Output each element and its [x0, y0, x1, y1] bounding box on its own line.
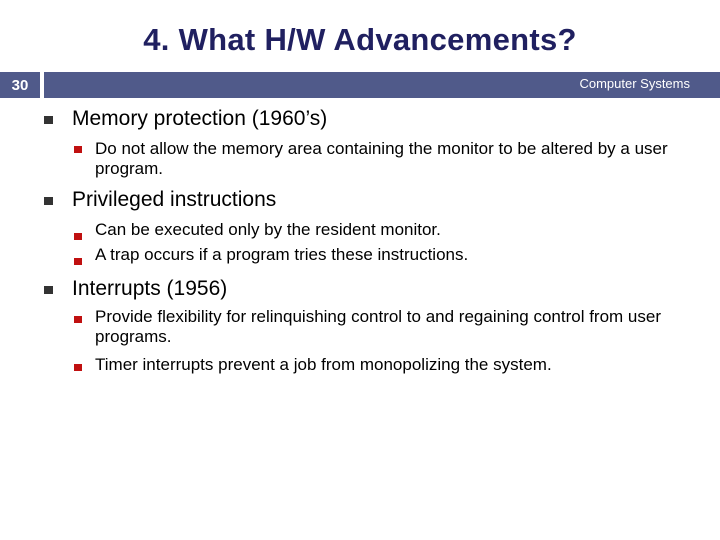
course-label: Computer Systems — [579, 76, 690, 91]
sub-bullet-marker — [74, 233, 82, 240]
sub-bullet-marker — [74, 364, 82, 371]
sub-bullet-marker — [74, 258, 82, 265]
bullet-interrupts: Interrupts (1956) — [72, 277, 228, 300]
sub-bullet-marker — [74, 316, 82, 323]
sub-bullet-marker — [74, 146, 82, 153]
page-number: 30 — [0, 72, 40, 98]
sub-bullet-text: Timer interrupts prevent a job from monopolizing the system. — [95, 355, 552, 374]
slide-title: 4. What H/W Advancements? — [143, 22, 577, 57]
bullet-marker — [44, 286, 53, 294]
bullet-privileged-instructions: Privileged instructions — [72, 188, 277, 211]
sub-bullet-text: Do not allow the memory area containing the monitor to be altered by a user program. — [95, 139, 668, 178]
sub-bullet-text: Can be executed only by the resident monitor. — [95, 220, 441, 239]
bullet-memory-protection: Memory protection (1960’s) — [72, 107, 328, 130]
bullet-marker — [44, 116, 53, 124]
sub-bullet-text: Provide flexibility for relinquishing control to and regaining control from user programs. — [95, 307, 662, 346]
bullet-marker — [44, 197, 53, 205]
sub-bullet-text: A trap occurs if a program tries these instructions. — [95, 245, 469, 264]
